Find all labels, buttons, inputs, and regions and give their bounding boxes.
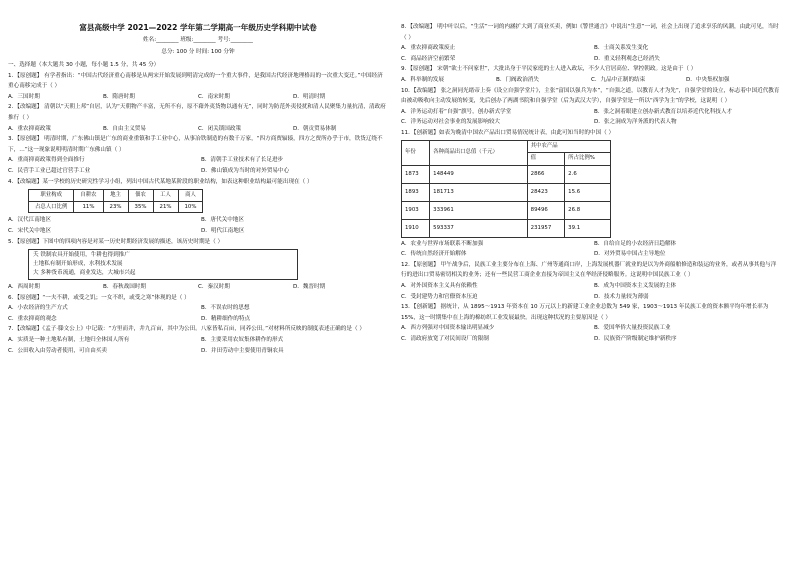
question-6 <box>8 293 388 325</box>
option-b: B．自给自足的小农经济日趋解体 <box>594 240 677 247</box>
table-header-cell: 各种商品出口总值（千元） <box>430 140 528 165</box>
option-d: D．精耕细作的特点 <box>201 315 251 322</box>
option-d: D．重义轻利观念已经消失 <box>594 55 660 62</box>
table-cell: 39.1 <box>565 219 611 237</box>
table-header-cell: 商人 <box>178 190 203 202</box>
question-stem: 12．【原创题】 甲午战争后，民族工业主要分布在上海、广州等通商口岸，上海发展机器厂就业的是以为外商船舶修造和装运的业务，或者从事其他与洋行的进出口贸易密切相关的业务；还有一些民营工商企业直接为帝国主义在华经济侵略服务。这说明中国民族工业（ ） <box>401 261 777 279</box>
option-a: A．西周时期 <box>8 284 40 291</box>
option-b: B．春秋战国时期 <box>103 284 146 291</box>
option-b: B．士商关系发生变化 <box>594 45 649 52</box>
option-c: C．闭关锁国政策 <box>198 125 242 132</box>
question-stem: 8．【改编题】 明中叶以后，“生活”一词的内涵扩大到了商业买卖，例如《警世通言》中说出“生意”一词，社会上出现了追求享乐的风潮，由此可见，当时（ ） <box>401 24 779 41</box>
option-d: D．对外贸易中国占主导地位 <box>594 251 666 258</box>
table-cell: 21% <box>153 201 178 213</box>
table-header-cell: 其中农产品 <box>527 140 610 153</box>
option-d: D．明清时期 <box>293 93 326 100</box>
page-title: 富县高级中学 2021—2022 学年第二学期高一年级历史学科期中试卷 <box>79 23 317 32</box>
section-heading: 一、选择题（本大题共 30 小题，每小题 1.5 分，共 45 分） <box>8 62 160 68</box>
table-cell: 333961 <box>430 201 528 219</box>
option-b: B．不误农时的思想 <box>201 305 250 312</box>
question-4 <box>8 177 388 237</box>
quote-line: 土地私有制开始形成，水利技术发展 <box>33 261 123 268</box>
table-header-cell: 地主 <box>103 190 128 202</box>
question-stem: 4．【改编题】某一学校的历史研究性学习小组，列出中国古代某地某阶段的职业结构，如表这种职业结构最可能出现在（ ） <box>8 178 313 185</box>
option-d: D．张之洞成为洋务派的代表人物 <box>594 119 677 126</box>
table-row <box>402 165 611 183</box>
table-header-cell: 值 <box>527 153 565 166</box>
table-cell: 148449 <box>430 165 528 183</box>
score-time-line: 总分: 100 分 时间: 100 分钟 <box>161 49 235 55</box>
option-b: B．成为中国资本主义发展的主体 <box>594 282 677 289</box>
option-a: A．西方列强对中国资本输出明显减少 <box>401 325 495 332</box>
option-c: C．南宋时期 <box>198 93 230 100</box>
right-column <box>401 22 781 344</box>
table-cell: 231957 <box>527 219 565 237</box>
question-12 <box>401 260 781 302</box>
table-cell: 1903 <box>402 201 430 219</box>
option-c: C．洋务运动对社会事业的发展影响较大 <box>401 119 501 126</box>
table-cell: 593337 <box>430 219 528 237</box>
table-header-cell: 职业构成 <box>29 190 74 202</box>
table-cell: 89496 <box>527 201 565 219</box>
table-row <box>402 201 611 219</box>
option-d: D．朝贡贸易体制 <box>293 125 337 132</box>
question-stem: 10．【改编题】 张之洞同光绪帝上奏《设立自强学堂片》，主张“富国以强兵为本”，“自强之道，以教育人才为先”，自强学堂的设立，标志着中国近代教育由被动吸收向主动发展的转变，先后创办了两湖书院和自强学堂（后为武汉大学），自强学堂是一所以“西学为主”的学校，这说明（ ） <box>401 87 780 105</box>
option-c: C．受封建势力和官僚资本压迫 <box>401 293 478 300</box>
export-table <box>401 140 611 238</box>
question-7 <box>8 324 388 356</box>
table-cell: 10% <box>178 201 203 213</box>
question-stem: 6．【原创题】“一夫不耕，或受之饥；一女不织，或受之寒”体现的是（ ） <box>8 294 190 301</box>
question-9 <box>401 64 781 85</box>
table-cell: 35% <box>128 201 153 213</box>
table-header-cell: 自耕农 <box>74 190 103 202</box>
question-10 <box>401 86 781 128</box>
table-cell: 11% <box>74 201 103 213</box>
option-a: A．实质是一种土地私有制，土地归全体国人所有 <box>8 337 130 344</box>
option-b: B．唐代关中地区 <box>201 217 244 224</box>
option-b: B．清朝手工业技术有了长足进步 <box>201 157 284 164</box>
option-b: B．隋唐时期 <box>103 93 135 100</box>
option-a: A．科举制的发展 <box>401 76 444 83</box>
option-d: D．民族资产阶级制定维护新秩序 <box>594 335 677 342</box>
question-stem: 1．【原创题】 有学者指出：“中国古代经济重心南移是从两宋开始发展到明清完成的一个重大事件，是我国古代经济地理格局的一次重大变迁。”中国经济重心南移完成于（ ） <box>8 72 383 90</box>
option-c: C．清政府放宽了对民间设厂的限制 <box>401 335 489 342</box>
question-3 <box>8 134 388 176</box>
option-a: A．重农抑商政策 <box>8 125 51 132</box>
option-d: D．中央集权加强 <box>686 76 730 83</box>
question-8 <box>401 22 781 64</box>
option-c: C．商品经济空前繁荣 <box>401 55 456 62</box>
option-a: A．汉代江南地区 <box>8 217 51 224</box>
table-header-cell: 工人 <box>153 190 178 202</box>
option-b: B．自由主义贸易 <box>103 125 146 132</box>
table-cell: 1893 <box>402 183 430 201</box>
option-a: A．对外国资本主义具有依赖性 <box>401 282 478 289</box>
table-header-cell: 年份 <box>402 140 430 165</box>
option-d: D．魏晋时期 <box>293 284 326 291</box>
option-c: C．民营手工业已超过官营手工业 <box>8 167 91 174</box>
question-stem: 13．【创新题】 据统计，从 1895～1913 年资本在 10 万元以上的新建工业企业总数为 549 家，1903～1913 年民族工业的资本额平均年增长率为 15%，这一时期集中在上海的棉纺织工业发展最快。出现这种状况的主要原因是（ ） <box>401 304 769 321</box>
option-c: C．公田收入由劳动者使用，可自由买卖 <box>8 347 108 354</box>
table-cell: 15.6 <box>565 183 611 201</box>
table-header-cell: 佃农 <box>128 190 153 202</box>
option-d: D．技术力量较为薄弱 <box>594 293 649 300</box>
question-stem: 5．【原创题】下图中的四项内容是对某一历史时期经济发展的描述，该历史时期是（ ） <box>8 238 224 245</box>
question-stem: 9．【原创题】 宋朝“欲士不问家世”，大批出身于平民家庭的士人进入政坛，不少人官居高位、掌控朝政。这是由于（ ） <box>401 66 697 73</box>
question-stem: 2．【改编题】 清朝以“天朝上邦”自居，认为“天朝物产丰富，无所不有，原不藉外夷货物以通有无”，同时为防范外夷侵扰和清人民聚集力量抗清，清政府推行（ ） <box>8 104 386 121</box>
option-a: A．农业与世界市场联系不断加强 <box>401 240 484 247</box>
option-a: A．洋务运动打着“自强”旗号，创办新式学堂 <box>401 108 512 115</box>
table-cell: 23% <box>103 201 128 213</box>
option-b: B．主要采用农奴集体耕作的形式 <box>201 337 284 344</box>
option-c: C．秦汉时期 <box>198 284 230 291</box>
question-11 <box>401 128 781 260</box>
option-c: C．传统自然经济开始解体 <box>401 251 467 258</box>
option-b: B．门阀政治消失 <box>496 76 539 83</box>
option-c: C．重农抑商的观念 <box>8 315 57 322</box>
occupation-table <box>28 189 203 213</box>
question-stem: 7．【改编题】《孟子·滕文公上》中记载：“方里而井，井九百亩，其中为公田。八家皆私百亩，同养公田。”对材料所反映的制度表述正确的是（ ） <box>8 326 365 333</box>
option-d: D．明代江南地区 <box>201 227 245 234</box>
table-header-cell: 所占比例% <box>565 153 611 166</box>
option-a: A．重农抑商政策废止 <box>401 45 456 52</box>
question-1 <box>8 71 388 103</box>
option-a: A．三国时期 <box>8 93 40 100</box>
table-cell: 26.8 <box>565 201 611 219</box>
table-cell: 181713 <box>430 183 528 201</box>
table-row <box>402 183 611 201</box>
quote-box <box>28 249 298 280</box>
question-2 <box>8 102 388 134</box>
table-cell: 2.6 <box>565 165 611 183</box>
option-b: B．爱国华侨大量投资民族工业 <box>594 325 671 332</box>
question-5 <box>8 237 388 293</box>
student-info-fields: 姓名:________ 班级:________ 考号:________ <box>143 37 253 43</box>
table-cell: 占总人口比例 <box>29 201 74 213</box>
option-d: D．佛山镇成为当时的对外贸易中心 <box>201 167 290 174</box>
table-cell: 1873 <box>402 165 430 183</box>
question-stem: 3．【原创题】 明清时期，广东佛山镇是广东的商业重镇和手工业中心，从事冶铁制造的有数千万家，“四方商贾辐辏，四方之贾所办乎于市，铁货辽绕不下，…”这一现象说明明清时期广东佛山镇（ ） <box>8 136 383 153</box>
quote-line: 夭 铁制农具开始使用，牛耕也得到推广 <box>33 252 130 259</box>
option-c: C．宋代关中地区 <box>8 227 52 234</box>
question-13 <box>401 302 781 344</box>
left-column <box>8 0 388 356</box>
option-c: C．九品中正制的结束 <box>591 76 646 83</box>
table-cell: 2866 <box>527 165 565 183</box>
table-row <box>402 219 611 237</box>
table-cell: 28423 <box>527 183 565 201</box>
option-d: D．并田劳动中主要使用青铜农具 <box>201 347 284 354</box>
option-a: A．重商抑商政策得到全面推行 <box>8 157 85 164</box>
quote-line: 大 多种货币流通，商业发达，大城市兴起 <box>33 270 136 277</box>
option-a: A．小农经济的生产方式 <box>8 305 68 312</box>
table-cell: 1910 <box>402 219 430 237</box>
question-stem: 11．【创新题】如表为晚清中国农产品出口贸易情况统计表，由此可知当时的中国（ ） <box>401 129 615 136</box>
option-b: B．张之洞着眼建立创办新式教育以培养近代化科技人才 <box>594 108 733 115</box>
